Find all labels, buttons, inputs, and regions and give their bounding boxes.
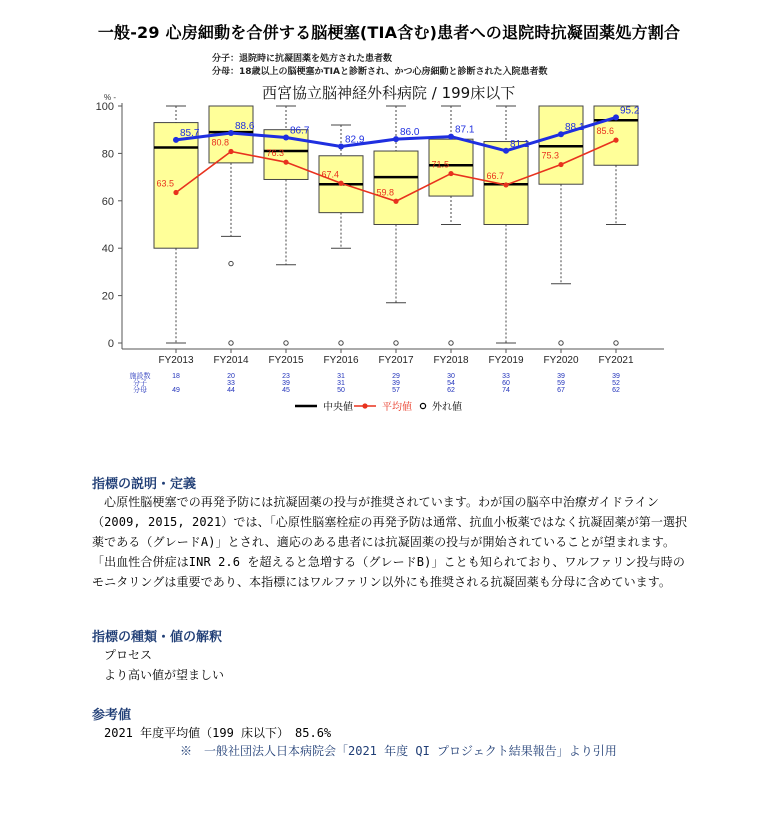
mean-data-label: 71.5 xyxy=(431,159,449,170)
hospital-point xyxy=(558,131,564,137)
x-tick-label: FY2020 xyxy=(543,355,579,366)
mean-data-label: 76.3 xyxy=(266,148,284,159)
hospital-data-label: 88.6 xyxy=(235,121,255,133)
count-row-label: 施設数 xyxy=(129,373,151,380)
definition-body: 心原性脳梗塞での再発予防には抗凝固薬の投与が推奨されています。わが国の脳卒中治療ガイドライン（2009, 2015, 2021）では、「心原性脳塞栓症の再発予防は通常、抗血小板薬ではなく抗凝固薬が第一選択薬である（グレードA)」とされ、適応のある患者には抗凝固薬の投与が開始されていることが望まれます。「出血性合併症はINR 2.6 を超えると急増する（グレードB)」ことも知られており、ワルファリン投与時のモニタリングは重要であり、本指標にはワルファリン以外にも推奨される抗凝固薬も分母に含めています。 xyxy=(92,495,688,589)
legend-median-label: 中央値 xyxy=(323,402,353,413)
count-cell: 23 xyxy=(282,373,290,380)
hospital-point xyxy=(283,135,289,141)
outlier-point xyxy=(229,261,233,265)
x-tick-label: FY2019 xyxy=(488,355,524,366)
y-tick-label: 40 xyxy=(101,243,114,256)
count-cell: 31 xyxy=(337,380,345,387)
definition-section xyxy=(92,473,688,592)
outlier-point xyxy=(559,341,563,345)
hospital-data-label: 85.7 xyxy=(180,127,200,139)
hospital-data-label: 88.1 xyxy=(565,122,585,134)
hospital-point xyxy=(393,136,399,142)
hospital-data-label: 82.9 xyxy=(345,134,365,146)
mean-point xyxy=(613,138,618,143)
x-tick-label: FY2021 xyxy=(598,355,634,366)
mean-point xyxy=(448,171,453,176)
count-cell: 62 xyxy=(447,387,455,394)
definition-title: 指標の説明・定義 xyxy=(92,477,197,492)
citation: ※ 一般社団法人日本病院会「2021 年度 QI プロジェクト結果報告」より引用 xyxy=(180,744,617,758)
mean-point xyxy=(173,190,178,195)
hospital-data-label: 87.1 xyxy=(455,124,475,136)
denominator-note: 分母：18歳以上の脳梗塞かTIAと診断され、かつ心房細動と診断された入院患者数 xyxy=(212,67,548,77)
count-cell: 50 xyxy=(337,387,345,394)
hospital-data-label: 95.2 xyxy=(620,105,640,117)
legend-outlier-label: 外れ値 xyxy=(432,402,462,413)
mean-point xyxy=(338,181,343,186)
hospital-data-label: 86.0 xyxy=(400,127,420,139)
outlier-point xyxy=(614,341,618,345)
hospital-point xyxy=(338,144,344,150)
count-cell: 33 xyxy=(502,373,510,380)
count-cell: 18 xyxy=(172,373,180,380)
mean-point xyxy=(558,162,563,167)
legend-outlier-marker xyxy=(420,403,425,408)
hospital-data-label: 86.7 xyxy=(290,125,310,137)
outlier-point xyxy=(339,341,343,345)
hospital-point xyxy=(228,130,234,136)
x-tick-label: FY2013 xyxy=(158,355,194,366)
y-tick-label: 0 xyxy=(107,338,114,350)
mean-data-label: 67.4 xyxy=(321,169,339,180)
count-cell: 33 xyxy=(227,380,235,387)
count-cell: 31 xyxy=(337,373,345,380)
mean-point xyxy=(393,199,398,204)
y-tick-label: 20 xyxy=(101,290,114,303)
count-row-label: 分母 xyxy=(133,387,147,394)
type-line-interpretation: より高い値が望ましい xyxy=(104,668,225,682)
count-cell: 44 xyxy=(227,387,235,394)
count-cell: 62 xyxy=(612,387,620,394)
reference-section xyxy=(92,704,331,743)
x-tick-label: FY2016 xyxy=(323,355,359,366)
outlier-point xyxy=(284,341,288,345)
hospital-point xyxy=(173,137,179,143)
count-cell: 39 xyxy=(282,380,290,387)
count-cell: 59 xyxy=(557,380,565,387)
hospital-point xyxy=(613,114,619,120)
mean-data-label: 66.7 xyxy=(486,170,504,181)
count-cell: 74 xyxy=(502,387,510,394)
x-tick-label: FY2018 xyxy=(433,355,469,366)
mean-data-label: 75.3 xyxy=(541,150,559,161)
type-section xyxy=(92,626,224,685)
type-line-process: プロセス xyxy=(104,648,153,662)
y-unit-label: % - xyxy=(104,93,116,102)
reference-value: 2021 年度平均値（199 床以下） 85.6% xyxy=(104,726,332,740)
hospital-point xyxy=(448,134,454,140)
count-cell: 45 xyxy=(282,387,290,394)
outlier-point xyxy=(229,341,233,345)
count-cell: 49 xyxy=(172,387,180,394)
count-cell: 29 xyxy=(392,373,400,380)
count-cell: 20 xyxy=(227,373,235,380)
outlier-point xyxy=(449,341,453,345)
x-tick-label: FY2015 xyxy=(268,355,304,366)
count-cell: 39 xyxy=(612,373,620,380)
mean-data-label: 63.5 xyxy=(156,178,174,189)
mean-point xyxy=(283,160,288,165)
page-title: 一般-29 心房細動を合併する脳梗塞(TIA含む)患者への退院時抗凝固薬処方割合 xyxy=(97,23,681,42)
count-cell: 39 xyxy=(392,380,400,387)
numerator-note: 分子：退院時に抗凝固薬を処方された患者数 xyxy=(212,54,393,64)
count-cell: 60 xyxy=(502,380,510,387)
mean-point xyxy=(228,149,233,154)
legend-mean-label: 平均値 xyxy=(382,402,412,413)
mean-data-label: 59.8 xyxy=(376,187,394,198)
hospital-point xyxy=(503,148,509,154)
outlier-point xyxy=(394,341,398,345)
y-tick-label: 100 xyxy=(95,101,114,113)
hospital-data-label: 81.1 xyxy=(510,138,530,150)
count-cell: 57 xyxy=(392,387,400,394)
type-title: 指標の種類・値の解釈 xyxy=(92,630,223,645)
count-cell: 52 xyxy=(612,380,620,387)
count-cell: 67 xyxy=(557,387,565,394)
reference-title: 参考値 xyxy=(92,708,132,723)
x-tick-label: FY2014 xyxy=(213,355,249,366)
x-tick-label: FY2017 xyxy=(378,355,414,366)
count-row-label: 分子 xyxy=(133,380,147,387)
count-cell: 39 xyxy=(557,373,565,380)
y-tick-label: 80 xyxy=(101,148,114,161)
hospital-label: 西宮協立脳神経外科病院 / 199床以下 xyxy=(262,84,516,102)
y-tick-label: 60 xyxy=(101,195,114,208)
count-cell: 30 xyxy=(447,373,455,380)
mean-data-label: 85.6 xyxy=(596,126,614,137)
count-cell: 54 xyxy=(447,380,455,387)
legend-mean-marker xyxy=(362,403,367,408)
mean-data-label: 80.8 xyxy=(211,137,229,148)
mean-point xyxy=(503,182,508,187)
